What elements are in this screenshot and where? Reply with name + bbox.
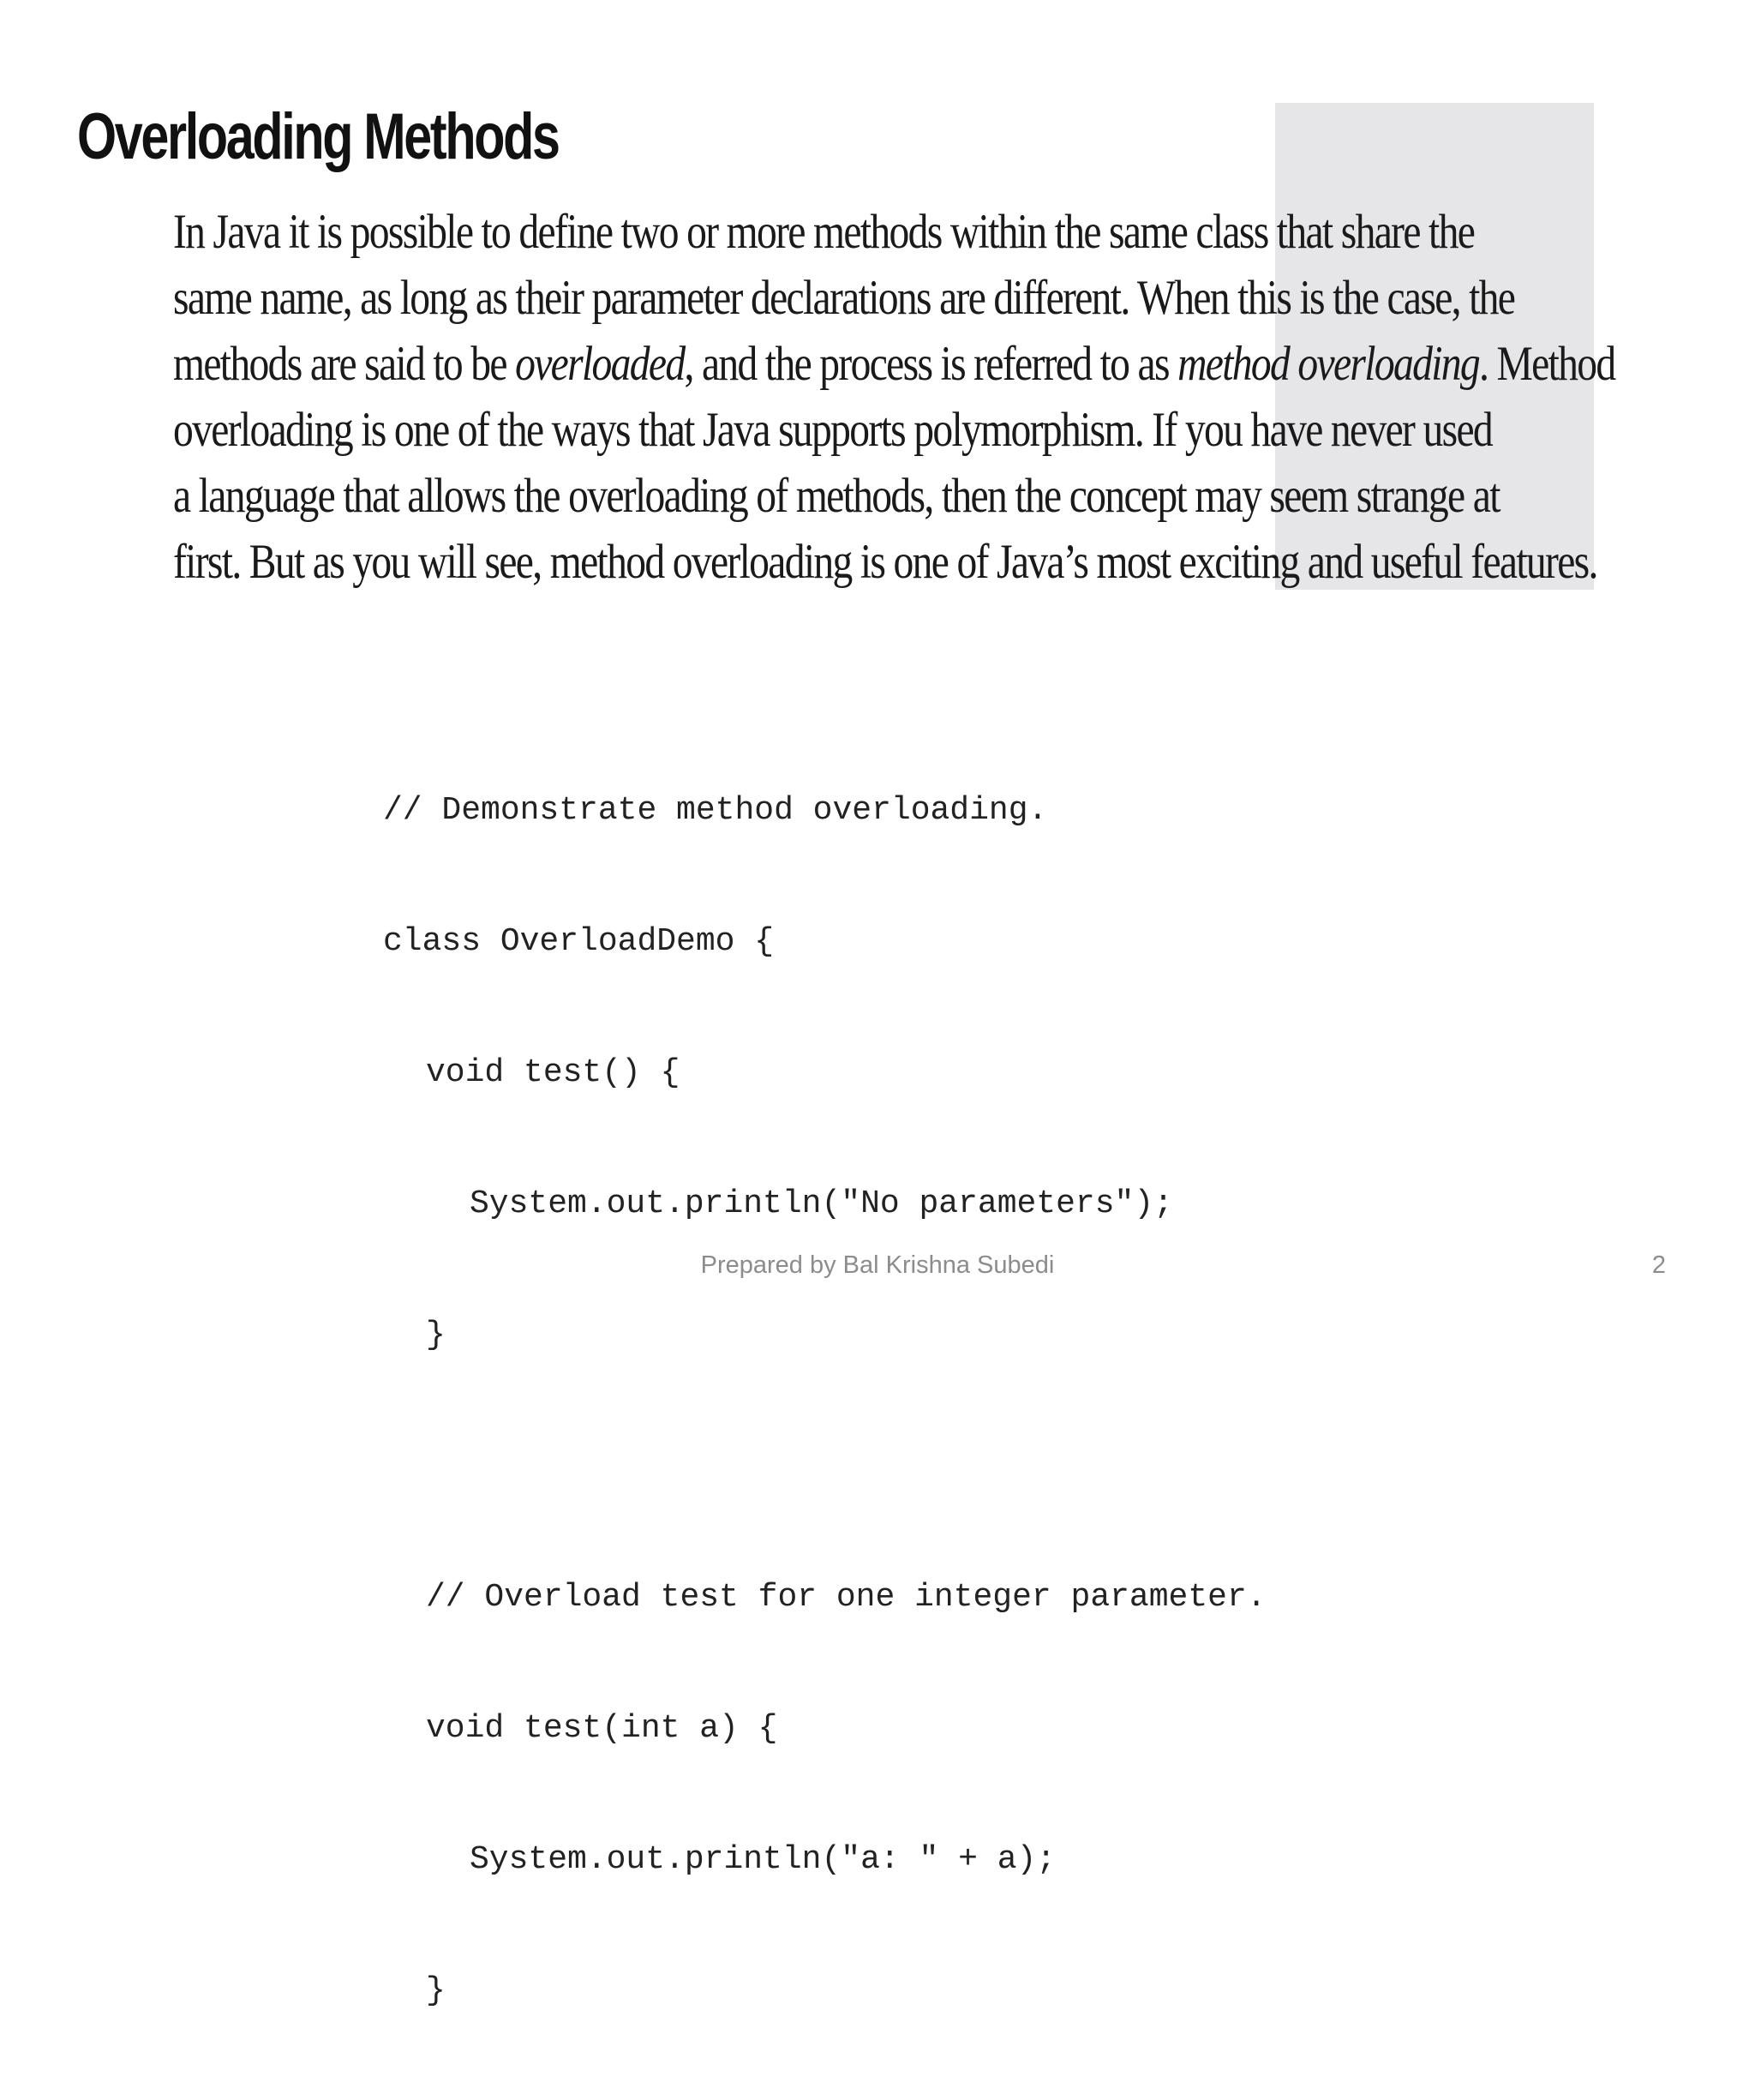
code-line: } [426,1317,446,1353]
code-line: System.out.println("a: " + a); [470,1841,1057,1878]
paragraph-line: overloading is one of the ways that Java supports polymorphism. If you have never used [173,403,1493,457]
code-line: System.out.println("No parameters"); [470,1185,1173,1222]
paragraph-line: same name, as long as their parameter declarations are different. When this is the case, the [173,271,1515,325]
paragraph-line: a language that allows the overloading of methods, then the concept may seem strange at [173,469,1500,523]
emphasis-method-overloading: method overloading [1177,337,1480,391]
code-line: class OverloadDemo { [383,923,775,960]
paragraph-line: first. But as you will see, method overloading is one of Java’s most exciting and useful features. [173,535,1597,589]
slide-footer: Prepared by Bal Krishna Subedi [700,1251,1055,1279]
code-line: // Overload test for one integer parameter. [426,1579,1267,1616]
code-line: void test() { [426,1054,680,1091]
code-line: } [426,1972,446,2009]
emphasis-overloaded: overloaded [515,337,685,391]
slide-title: Overloading Methods [77,100,559,173]
paragraph-text: , and the process is referred to as [684,337,1178,391]
code-line: // Demonstrate method overloading. [383,792,1048,829]
paragraph-line: In Java it is possible to define two or more methods within the same class that share the [173,205,1475,259]
paragraph-line [173,331,1615,397]
paragraph-text: . Method [1479,337,1615,391]
paragraph-text: methods are said to be [173,337,516,391]
code-line-blank [383,1444,1267,1488]
body-paragraph [173,199,1615,595]
page-number: 2 [1651,1251,1666,1279]
code-block [383,701,1267,2100]
code-line: void test(int a) { [426,1710,778,1747]
